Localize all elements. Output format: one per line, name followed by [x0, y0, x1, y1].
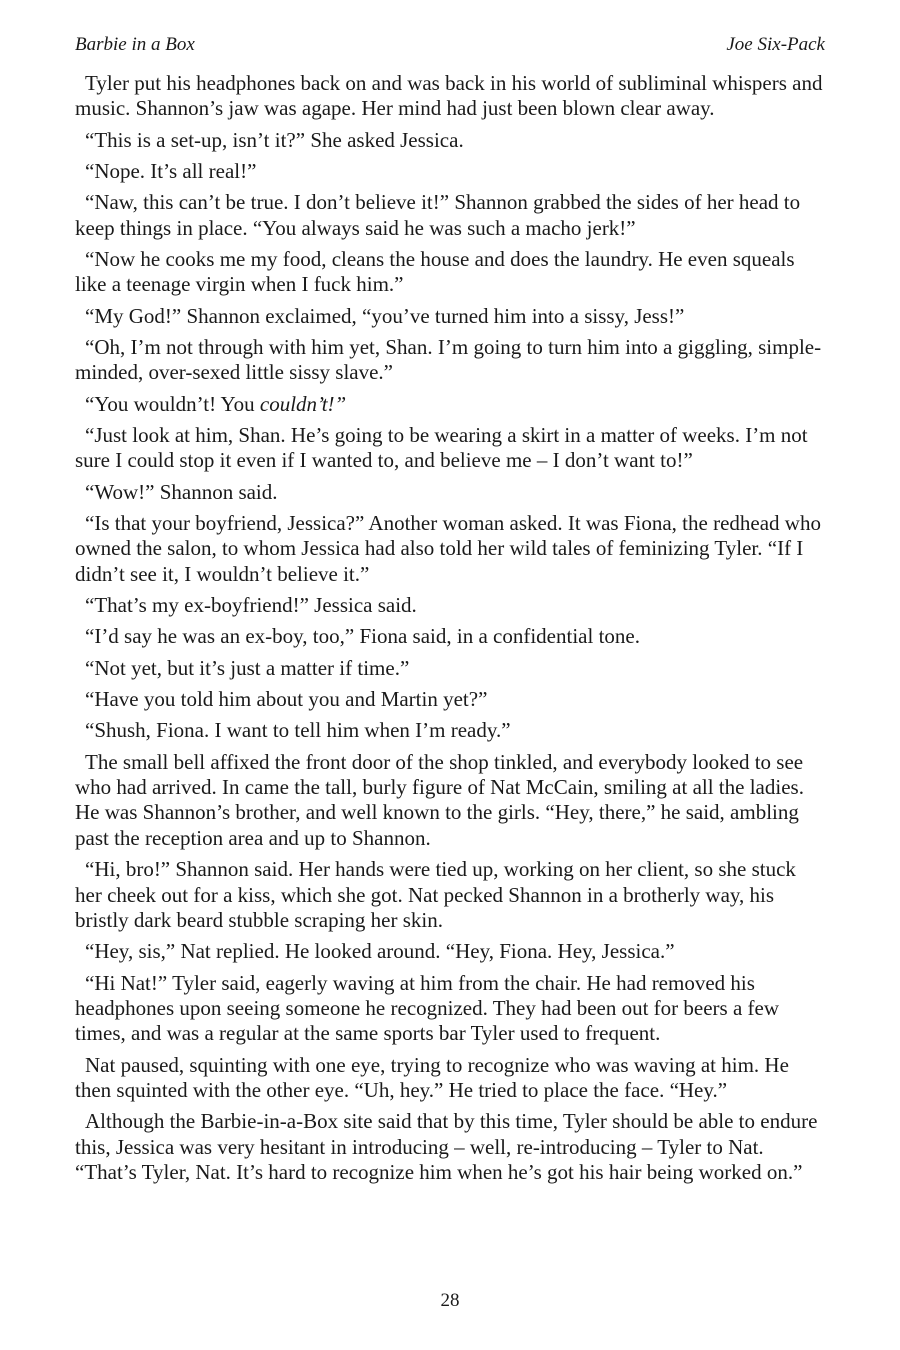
page-number: 28: [440, 1290, 460, 1311]
paragraph: “Now he cooks me my food, cleans the house and does the laundry. He even squeals like a teenage virgin when I fuck him.”: [75, 247, 795, 297]
paragraph: “Shush, Fiona. I want to tell him when I’m ready.”: [85, 718, 511, 743]
paragraph: “Hi Nat!” Tyler said, eagerly waving at him from the chair. He had removed his headphones upon seeing someone he recognized. They had been out for beers a few times, and was a regular at the same sports bar Tyler used to frequent.: [75, 970, 780, 1046]
paragraph: “Wow!” Shannon said.: [85, 479, 278, 504]
paragraph: “This is a set-up, isn’t it?” She asked Jessica.: [85, 127, 464, 152]
paragraph: The small bell affixed the front door of the shop tinkled, and everybody looked to see who had arrived. In came the tall, burly figure of Nat McCain, smiling at all the ladies. He was Shannon’s brother, and well known to the girls. “Hey, there,” he said, ambling past the reception area and up to Shannon.: [75, 749, 804, 850]
paragraph: Although the Barbie-in-a-Box site said that by this time, Tyler should be able to endure this, Jessica was very hesitant in introducing – well, re-introducing – Tyler to Nat. “That’s Tyler, Nat. It’s hard to recognize him when he’s got his hair being worked on.”: [75, 1109, 818, 1185]
author-name: Joe Six-Pack: [726, 34, 825, 55]
paragraph: “Just look at him, Shan. He’s going to be wearing a skirt in a matter of weeks. I’m not sure I could stop it even if I wanted to, and believe me – I don’t want to!”: [75, 423, 808, 473]
body-text: [75, 71, 827, 1191]
paragraph: “Not yet, but it’s just a matter if time.”: [85, 655, 410, 680]
paragraph: “Hey, sis,” Nat replied. He looked around. “Hey, Fiona. Hey, Jessica.”: [85, 939, 675, 964]
paragraph: “Have you told him about you and Martin yet?”: [85, 687, 488, 711]
paragraph: “Hi, bro!” Shannon said. Her hands were tied up, working on her client, so she stuck her cheek out for a kiss, which she got. Nat pecked Shannon in a brotherly way, his bristly dark beard stubble scraping her skin.: [75, 857, 796, 932]
paragraph: Tyler put his headphones back on and was back in his world of subliminal whispers and music. Shannon’s jaw was agape. Her mind had just been blown clear away.: [75, 71, 823, 121]
paragraph: “Oh, I’m not through with him yet, Shan. I’m going to turn him into a giggling, simple-minded, over-sexed little sissy slave.”: [75, 335, 822, 385]
paragraph: Nat paused, squinting with one eye, trying to recognize who was waving at him. He then squinted with the other eye. “Uh, hey.” He tried to place the face. “Hey.”: [75, 1052, 789, 1103]
paragraph: “I’d say he was an ex-boy, too,” Fiona said, in a confidential tone.: [85, 624, 640, 649]
paragraph: “Is that your boyfriend, Jessica?” Another woman asked. It was Fiona, the redhead who owned the salon, to whom Jessica had also told her wild tales of feminizing Tyler. “If I didn’t see it, I wouldn’t believe it.”: [75, 511, 821, 586]
paragraph: “Naw, this can’t be true. I don’t believe it!” Shannon grabbed the sides of her head to keep things in place. “You always said he was such a macho jerk!”: [75, 190, 801, 240]
running-header: [75, 34, 825, 60]
paragraph: “That’s my ex-boyfriend!” Jessica said.: [85, 593, 417, 618]
emphasis-text: couldn’t!”: [259, 391, 347, 416]
paragraph: [75, 392, 827, 417]
paragraph: “Nope. It’s all real!”: [85, 159, 257, 183]
paragraph-text: “You wouldn’t! You: [85, 391, 260, 416]
paragraph: “My God!” Shannon exclaimed, “you’ve turned him into a sissy, Jess!”: [85, 303, 685, 328]
book-title: Barbie in a Box: [75, 34, 195, 55]
